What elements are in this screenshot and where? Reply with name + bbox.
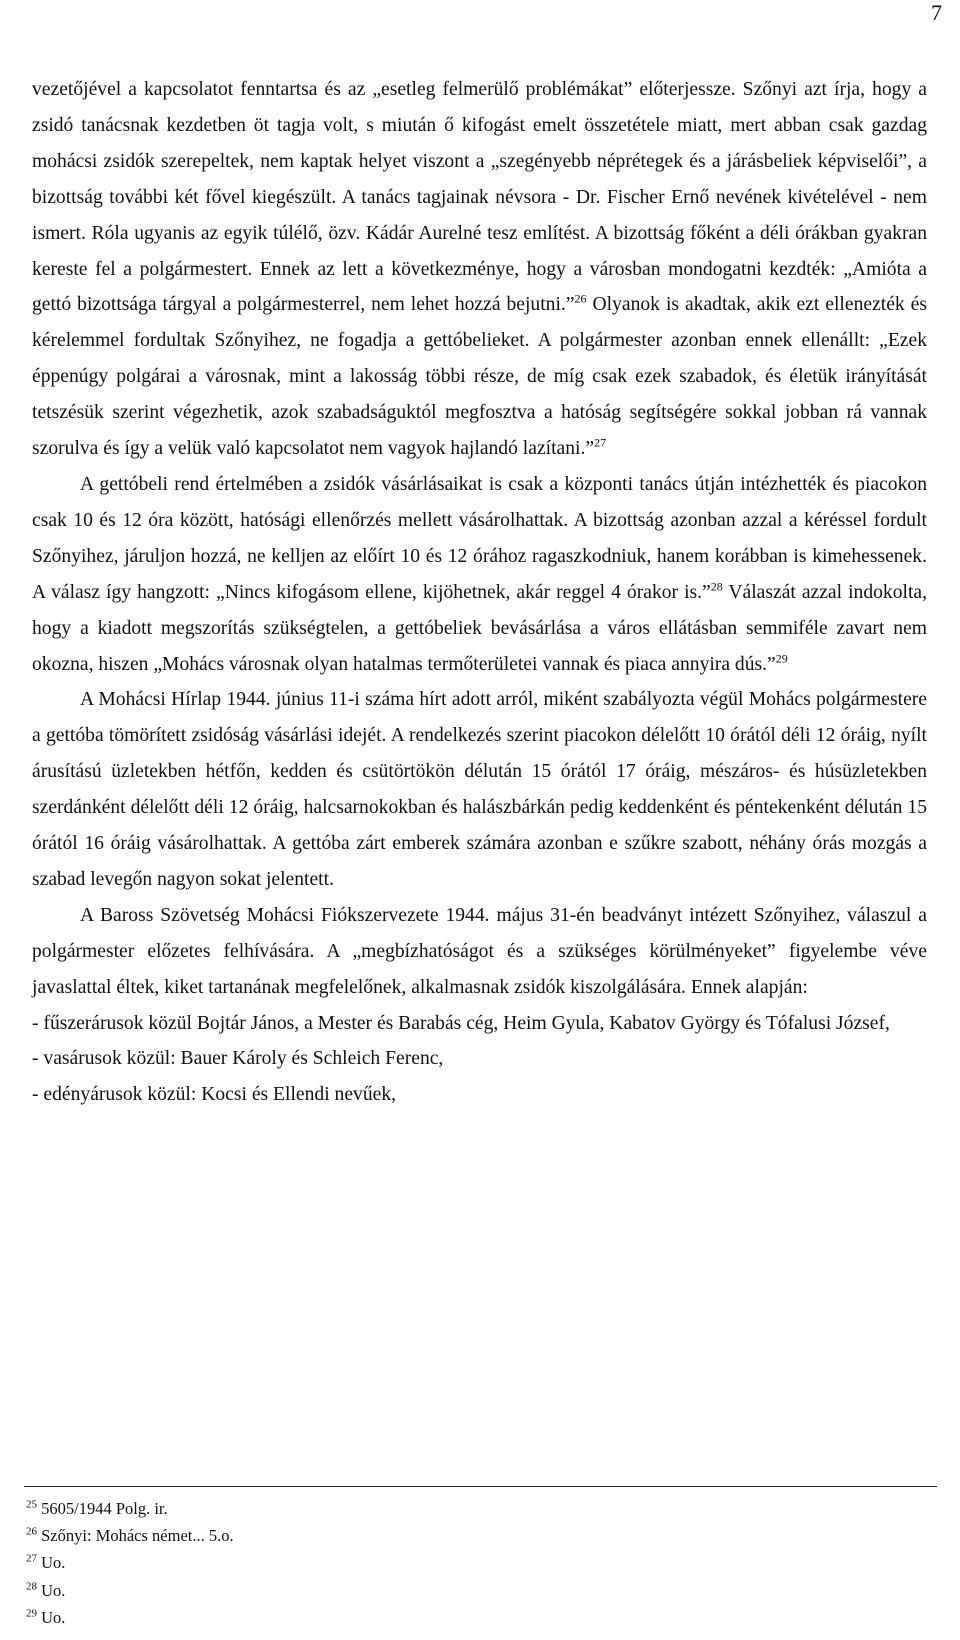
footnotes <box>26 1495 926 1631</box>
paragraph-text: vezetőjével a kapcsolatot fenntartsa és az „esetleg felmerülő problémákat” előterjessze. Szőnyi azt írja, hogy a zsidó tanácsnak kezdetben öt tagja volt, s miután ő kifogást emelt összetétele miatt, mert abban csak gazdag mohácsi zsidók szerepeltek, nem kaptak helyet viszont a „szegényebb néprétegek és a járásbeliek képviselői”, a bizottság további két fővel kiegészült. A tanács tagjainak névsora - Dr. Fischer Ernő nevének kivételével - nem ismert. Róla ugyanis az egyik túlélő, özv. Kádár Aurelné tesz említést. A bizottság főként a déli órákban gyakran kereste fel a polgármestert. Ennek az lett a következménye, hogy a városban mondogatni kezdték: „Amióta a gettó bizottsága tárgyal a polgármesterrel, nem lehet hozzá bejutni.” <box>32 79 927 316</box>
footnote-number: 29 <box>26 1607 37 1620</box>
footnote-text: Uo. <box>41 1607 66 1627</box>
footnote-text: Uo. <box>41 1553 66 1573</box>
paragraph-text: A Mohácsi Hírlap 1944. június 11-i száma hírt adott arról, miként szabályozta végül Mohács polgármestere a gettóba tömörített zsidóság vásárlási idejét. A rendelkezés szerint piacokon délelőtt 10 órától déli 12 óráig, nyílt árusítású üzletekben hétfőn, kedden és csütörtökön délután 15 órától 17 óráig, mészáros- és húsüzletekben szerdánként délelőtt déli 12 óráig, halcsarnokokban és halászbárkán pedig keddenként és péntekenként délután 15 órától 16 óráig vásárolhattak. A gettóba zárt emberek számára azonban e szűkre szabott, néhány órás mozgás a szabad levegőn nagyon sokat jelentett. <box>32 689 927 890</box>
paragraph-text: - vasárusok közül: Bauer Károly és Schleich Ferenc, <box>32 1048 444 1070</box>
footnote-text: Uo. <box>41 1580 66 1600</box>
footnote-number: 28 <box>26 1580 37 1593</box>
footnote-divider <box>24 1486 937 1487</box>
paragraph <box>32 1077 927 1113</box>
paragraph-text: - fűszerárusok közül Bojtár János, a Mester és Barabás cég, Heim Gyula, Kabatov György és Tófalusi József, <box>32 1012 890 1034</box>
footnote-text: 5605/1944 Polg. ir. <box>41 1499 168 1518</box>
footnote-text: Szőnyi: Mohács német... 5.o. <box>41 1526 234 1546</box>
paragraph-text: A Baross Szövetség Mohácsi Fiókszervezete 1944. május 31-én beadványt intézett Szőnyihez, válaszul a polgármester előzetes felhívására. A „megbízhatóságot és a szükséges körülményeket” figyelembe véve javaslattal éltek, kiket tartanának megfelelőnek, alkalmasnak zsidók kiszolgálására. Ennek alapján: <box>32 904 927 998</box>
footnote <box>26 1577 926 1604</box>
footnote <box>26 1495 926 1522</box>
footnote-number: 25 <box>26 1498 37 1511</box>
body-text <box>32 72 927 1113</box>
paragraph-text: Válaszát azzal indokolta, hogy a kiadott megszorítás szükségtelen, a gettóbeliek bevásárlása a város ellátásban semmiféle zavart nem okozna, hiszen „Mohács városnak olyan hatalmas termőterületei vannak és piaca annyira dús.” <box>32 581 927 675</box>
footnote-number: 27 <box>26 1552 37 1565</box>
footnote <box>26 1549 926 1576</box>
footnote <box>26 1522 926 1549</box>
paragraph <box>32 467 927 682</box>
footnote-number: 26 <box>26 1525 37 1538</box>
paragraph <box>32 1006 927 1042</box>
paragraph <box>32 898 927 1006</box>
footnote-reference: 28 <box>710 579 723 594</box>
footnote <box>26 1604 926 1631</box>
paragraph-text: A gettóbeli rend értelmében a zsidók vásárlásaikat is csak a központi tanács útján intézhették és piacokon csak 10 és 12 óra között, hatósági ellenőrzés mellett vásárolhattak. A bizottság azonban azzal a kéréssel fordult Szőnyihez, járuljon hozzá, ne kelljen az előírt 10 és 12 órához ragaszkodniuk, hanem korábban is kimehessenek. A válasz így hangzott: „Nincs kifogásom ellene, kijöhetnek, akár reggel 4 órakor is.” <box>32 473 927 603</box>
footnote-reference: 26 <box>574 291 587 306</box>
paragraph-text: - edényárusok közül: Kocsi és Ellendi nevűek, <box>32 1084 397 1106</box>
page-number: 7 <box>931 0 942 25</box>
paragraph <box>32 72 927 467</box>
paragraph <box>32 1041 927 1077</box>
paragraph-text: Olyanok is akadtak, akik ezt ellenezték és kérelemmel fordultak Szőnyihez, ne fogadja a gettóbelieket. A polgármester azonban ennek ellenállt: „Ezek éppenúgy polgárai a városnak, mint a lakosság többi része, de míg csak ezek szabadok, és életük irányítását tetszésük szerint végezhetik, azok szabadságuktól megfosztva a hatóság segítségére sokkal jobban rá vannak szorulva és így a velük való kapcsolatot nem vagyok hajlandó lazítani.” <box>32 294 928 460</box>
paragraph <box>32 682 927 897</box>
footnote-reference: 27 <box>594 435 607 450</box>
footnote-reference: 29 <box>775 650 788 665</box>
